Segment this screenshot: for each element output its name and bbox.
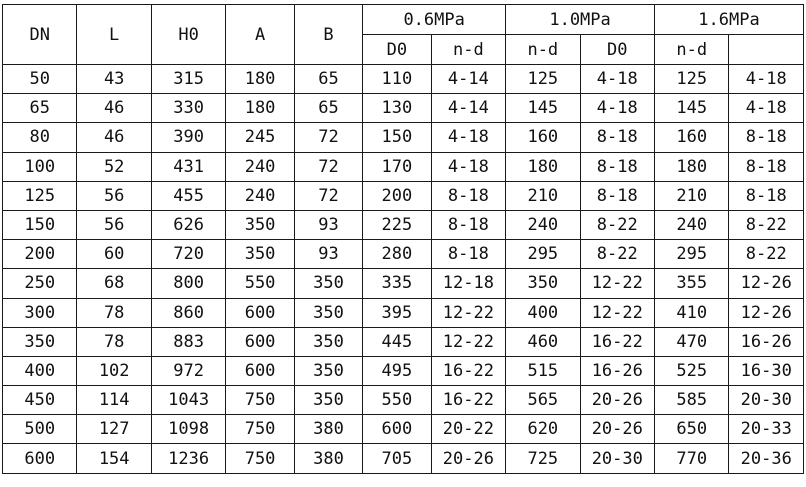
table-cell: 4-18 — [580, 94, 654, 123]
table-row — [3, 94, 804, 123]
table-cell: 725 — [506, 444, 580, 473]
table-cell: 145 — [506, 94, 580, 123]
table-cell: 335 — [363, 269, 431, 298]
table-cell: 93 — [294, 210, 362, 239]
table-cell: 20-30 — [729, 386, 804, 415]
table-cell: 395 — [363, 298, 431, 327]
table-cell: 180 — [226, 94, 294, 123]
table-cell: 127 — [77, 415, 151, 444]
table-cell: 150 — [3, 210, 77, 239]
table-cell: 225 — [363, 210, 431, 239]
table-row — [3, 298, 804, 327]
table-cell: 350 — [294, 386, 362, 415]
table-cell: 250 — [3, 269, 77, 298]
table-cell: 350 — [294, 269, 362, 298]
table-cell: 56 — [77, 181, 151, 210]
table-cell: 4-18 — [729, 65, 804, 94]
table-cell: 12-26 — [729, 298, 804, 327]
col-header-dn: DN — [3, 5, 77, 65]
table-cell: 460 — [506, 327, 580, 356]
table-cell: 585 — [655, 386, 729, 415]
table-cell: 20-36 — [729, 444, 804, 473]
table-cell: 16-22 — [431, 386, 505, 415]
header-row-top — [3, 5, 804, 35]
table-cell: 515 — [506, 356, 580, 385]
table-cell: 12-22 — [580, 269, 654, 298]
table-row — [3, 386, 804, 415]
table-cell: 8-18 — [431, 240, 505, 269]
table-cell: 500 — [3, 415, 77, 444]
sub-header-d0: D0 — [580, 35, 654, 65]
table-cell: 8-22 — [729, 240, 804, 269]
table-cell: 180 — [506, 152, 580, 181]
table-cell: 705 — [363, 444, 431, 473]
table-cell: 770 — [655, 444, 729, 473]
table-cell: 12-22 — [431, 327, 505, 356]
table-cell: 16-26 — [729, 327, 804, 356]
table-cell: 315 — [151, 65, 225, 94]
table-cell: 600 — [363, 415, 431, 444]
table-cell: 12-18 — [431, 269, 505, 298]
table-cell: 565 — [506, 386, 580, 415]
table-cell: 750 — [226, 444, 294, 473]
sub-header-n-d: n-d — [655, 35, 729, 65]
table-cell: 8-18 — [729, 152, 804, 181]
table-cell: 8-18 — [431, 181, 505, 210]
table-cell: 16-26 — [580, 356, 654, 385]
table-cell: 750 — [226, 415, 294, 444]
table-cell: 295 — [655, 240, 729, 269]
table-cell: 1098 — [151, 415, 225, 444]
table-cell: 160 — [506, 123, 580, 152]
table-cell: 125 — [3, 181, 77, 210]
sub-header-d0: D0 — [363, 35, 431, 65]
table-cell: 170 — [363, 152, 431, 181]
table-cell: 210 — [506, 181, 580, 210]
table-cell: 525 — [655, 356, 729, 385]
table-cell: 355 — [655, 269, 729, 298]
table-cell: 12-26 — [729, 269, 804, 298]
table-cell: 450 — [3, 386, 77, 415]
table-cell: 78 — [77, 298, 151, 327]
table-cell: 4-14 — [431, 94, 505, 123]
table-cell: 350 — [226, 210, 294, 239]
table-cell: 350 — [506, 269, 580, 298]
table-cell: 1043 — [151, 386, 225, 415]
table-cell: 400 — [506, 298, 580, 327]
table-cell: 4-18 — [729, 94, 804, 123]
sub-header-n-d: n-d — [431, 35, 505, 65]
table-cell: 20-30 — [580, 444, 654, 473]
table-cell: 65 — [3, 94, 77, 123]
table-cell: 400 — [3, 356, 77, 385]
table-row — [3, 210, 804, 239]
dimension-table — [2, 4, 804, 474]
table-cell: 20-26 — [580, 386, 654, 415]
table-cell: 72 — [294, 123, 362, 152]
table-cell: 180 — [655, 152, 729, 181]
table-row — [3, 444, 804, 473]
table-cell: 180 — [226, 65, 294, 94]
table-cell: 860 — [151, 298, 225, 327]
table-cell: 600 — [226, 356, 294, 385]
table-cell: 68 — [77, 269, 151, 298]
col-header-h0: H0 — [151, 5, 225, 65]
table-cell: 8-18 — [580, 152, 654, 181]
table-cell: 16-30 — [729, 356, 804, 385]
col-header-l: L — [77, 5, 151, 65]
table-cell: 160 — [655, 123, 729, 152]
table-cell: 100 — [3, 152, 77, 181]
table-cell: 600 — [226, 298, 294, 327]
table-row — [3, 65, 804, 94]
table-cell: 550 — [226, 269, 294, 298]
table-cell: 445 — [363, 327, 431, 356]
table-cell: 390 — [151, 123, 225, 152]
table-cell: 125 — [506, 65, 580, 94]
table-cell: 410 — [655, 298, 729, 327]
table-cell: 240 — [655, 210, 729, 239]
table-cell: 280 — [363, 240, 431, 269]
table-cell: 380 — [294, 444, 362, 473]
table-cell: 56 — [77, 210, 151, 239]
table-cell: 154 — [77, 444, 151, 473]
table-cell: 4-18 — [431, 123, 505, 152]
table-cell: 93 — [294, 240, 362, 269]
col-header-a: A — [226, 5, 294, 65]
table-cell: 550 — [363, 386, 431, 415]
table-row — [3, 356, 804, 385]
table-cell: 330 — [151, 94, 225, 123]
table-cell: 495 — [363, 356, 431, 385]
table-row — [3, 152, 804, 181]
table-cell: 145 — [655, 94, 729, 123]
table-cell: 130 — [363, 94, 431, 123]
table-cell: 240 — [226, 152, 294, 181]
table-cell: 750 — [226, 386, 294, 415]
table-row — [3, 123, 804, 152]
group-header-06mpa: 0.6MPa — [363, 5, 506, 35]
table-cell: 8-18 — [729, 181, 804, 210]
table-row — [3, 269, 804, 298]
table-cell: 380 — [294, 415, 362, 444]
table-row — [3, 415, 804, 444]
table-cell: 8-18 — [431, 210, 505, 239]
table-cell: 46 — [77, 123, 151, 152]
table-cell: 650 — [655, 415, 729, 444]
table-cell: 102 — [77, 356, 151, 385]
table-cell: 1236 — [151, 444, 225, 473]
table-cell: 60 — [77, 240, 151, 269]
table-cell: 600 — [226, 327, 294, 356]
table-cell: 16-22 — [431, 356, 505, 385]
group-header-10mpa: 1.0MPa — [506, 5, 655, 35]
table-cell: 4-14 — [431, 65, 505, 94]
table-cell: 12-22 — [431, 298, 505, 327]
table-cell: 65 — [294, 65, 362, 94]
table-cell: 350 — [3, 327, 77, 356]
table-cell: 620 — [506, 415, 580, 444]
table-cell: 883 — [151, 327, 225, 356]
table-row — [3, 327, 804, 356]
table-cell: 20-26 — [580, 415, 654, 444]
table-cell: 626 — [151, 210, 225, 239]
group-header-16mpa: 1.6MPa — [655, 5, 804, 35]
col-header-b: B — [294, 5, 362, 65]
table-body — [3, 65, 804, 474]
table-cell: 431 — [151, 152, 225, 181]
table-cell: 4-18 — [431, 152, 505, 181]
table-cell: 470 — [655, 327, 729, 356]
table-cell: 455 — [151, 181, 225, 210]
table-cell: 12-22 — [580, 298, 654, 327]
table-cell: 114 — [77, 386, 151, 415]
table-cell: 350 — [294, 356, 362, 385]
table-cell: 65 — [294, 94, 362, 123]
table-cell: 350 — [294, 327, 362, 356]
table-cell: 43 — [77, 65, 151, 94]
table-cell: 46 — [77, 94, 151, 123]
table-cell: 72 — [294, 181, 362, 210]
table-cell: 80 — [3, 123, 77, 152]
table-cell: 52 — [77, 152, 151, 181]
table-cell: 300 — [3, 298, 77, 327]
table-cell: 210 — [655, 181, 729, 210]
table-cell: 8-18 — [580, 181, 654, 210]
table-cell: 240 — [506, 210, 580, 239]
table-cell: 20-26 — [431, 444, 505, 473]
table-cell: 4-18 — [580, 65, 654, 94]
table-cell: 600 — [3, 444, 77, 473]
table-cell: 20-22 — [431, 415, 505, 444]
table-cell: 150 — [363, 123, 431, 152]
table-cell: 20-33 — [729, 415, 804, 444]
table-cell: 200 — [363, 181, 431, 210]
table-row — [3, 240, 804, 269]
sub-header-empty — [729, 35, 804, 65]
table-cell: 720 — [151, 240, 225, 269]
table-cell: 8-22 — [729, 210, 804, 239]
table-cell: 800 — [151, 269, 225, 298]
table-cell: 972 — [151, 356, 225, 385]
table-cell: 8-22 — [580, 240, 654, 269]
table-cell: 110 — [363, 65, 431, 94]
table-cell: 8-18 — [729, 123, 804, 152]
table-cell: 72 — [294, 152, 362, 181]
table-cell: 8-22 — [580, 210, 654, 239]
table-cell: 8-18 — [580, 123, 654, 152]
table-cell: 78 — [77, 327, 151, 356]
table-cell: 245 — [226, 123, 294, 152]
table-cell: 240 — [226, 181, 294, 210]
table-cell: 16-22 — [580, 327, 654, 356]
table-cell: 125 — [655, 65, 729, 94]
table-row — [3, 181, 804, 210]
table-cell: 50 — [3, 65, 77, 94]
sub-header-n-d: n-d — [506, 35, 580, 65]
table-cell: 350 — [226, 240, 294, 269]
table-cell: 350 — [294, 298, 362, 327]
table-cell: 295 — [506, 240, 580, 269]
table-cell: 200 — [3, 240, 77, 269]
